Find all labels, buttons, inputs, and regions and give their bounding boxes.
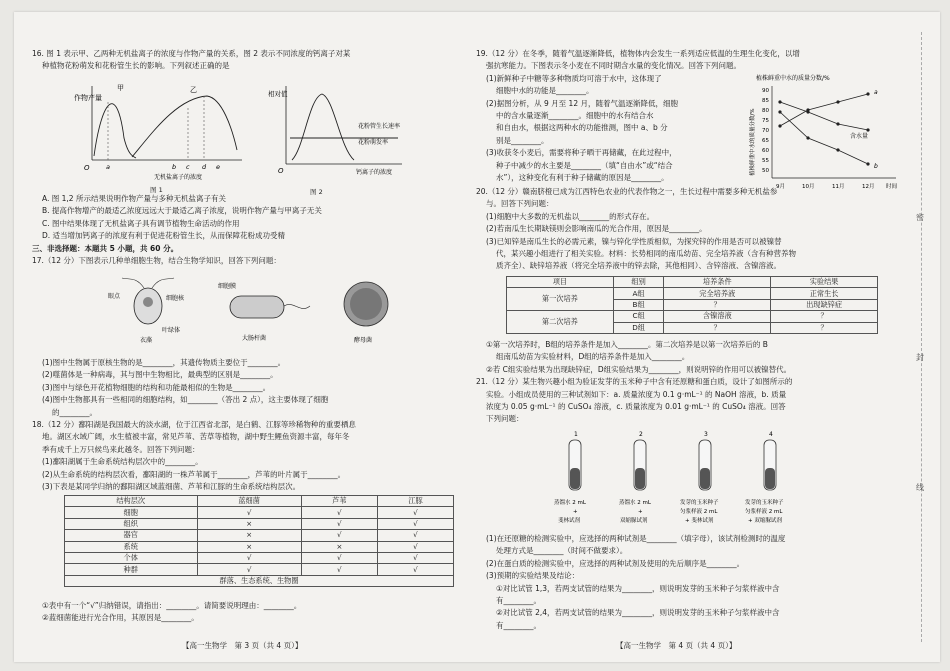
y-ticks (762, 88, 769, 174)
table-header-row: 结构层次 蓝细菌 芦苇 江豚 (65, 496, 454, 507)
svg-text:12月: 12月 (862, 184, 875, 190)
svg-text:匀浆样液 2 mL: 匀浆样液 2 mL (745, 509, 783, 515)
svg-text:钙离子的浓度: 钙离子的浓度 (356, 169, 393, 176)
series-a (780, 94, 868, 126)
curve-growth-rate (292, 94, 354, 160)
option-b: B. 提高作物增产的最适乙浓度远远大于最适乙离子浓度，说明作物产量与甲离子无关 (42, 206, 322, 216)
water-content-chart (746, 72, 906, 196)
q17-stem: 17.（12 分）下图表示几种单细胞生物，结合生物学知识，回答下列问题： (32, 256, 281, 266)
page-3-footer: 【高一生物学 第 3 页（共 4 页）】 (182, 641, 303, 650)
svg-text:斐林试剂: 斐林试剂 (558, 518, 581, 524)
svg-text:酵母菌: 酵母菌 (354, 337, 373, 344)
fig2-caption: 图 2 (310, 188, 323, 196)
table-row: 细胞 √ √ √ (65, 507, 454, 518)
q17-subquestions: (1)图中生物属于原核生物的是________，其遗传物质主要位于________。 (2)噬菌体是一种病毒，其与图中生物相比，最典型的区别是________。 (3)图中与绿色开花植物细胞的结构和功能最相似的生物是________。 (4)图中生物都具有一些相同的细胞结构，如________（答出 2 点），这主要体现了细胞 的________。 18.（12 分）鄱阳湖是我国最大的淡水湖，位于江西省北部，是白鹤、江豚等珍稀物种的重要栖息 地。湖区水域广阔，水生植被丰富，常见芦苇、苦草等植物，湖中野生鲤鱼资源丰富，每年冬 季有成千上万只候鸟来此越冬。回答下列问题： (1)鄱阳湖属于生命系统结构层次中的________。 (2)从生命系统的结构层次看，鄱阳湖的一株芦苇属于________，芦苇的叶片属于________。 (3)下表是某同学归纳的鄱阳湖区域蓝细菌、芦苇和江豚的生命系统结构层次。 (32, 357, 472, 493)
q21-subquestions: (1)在还原糖的检测实验中，应选择的两种试剂是________（填字母），该试剂检测时的温度 处理方式是________（时间不做要求）。 (2)在蛋白质的检测实验中，应选择的两种试剂及使用的先后顺序是________。 (3)预期的实验结果及结论： ①对比试管 1,3，若两支试管的结果为________，则说明发芽的玉米种子匀浆样液中含 有________。 ②对比试管 2,4，若两支试管的结果为________，则说明发芽的玉米种子匀浆样液中含 有________。 (486, 534, 786, 630)
table-row: 第一次培养 A组 完全培养液 正常生长 (507, 288, 878, 299)
svg-text:4: 4 (769, 431, 773, 438)
svg-text:发芽的玉米种子: 发芽的玉米种子 (680, 500, 719, 506)
tube-2 (619, 431, 652, 524)
q20-subquestions: ①第一次培养时，B组的培养条件是加入________。第二次培养是以第一次培养后的 B 组南瓜幼苗为实验材料，D组的培养条件是加入________。 ②若 C组实验结果为出现缺锌症，D组实验结果为________，则说明锌的作用可以被镍替代。 21.（12 分）某生物兴趣小组为验证发芽的玉米种子中含有还原糖和蛋白质，设计了如图所示的 实验。小组成员使用的三种试剂如下：a. 质量浓度为 0.1 g·mL⁻¹ 的 NaOH 溶液，b. 质量 浓度为 0.05 g·mL⁻¹ 的 CuSO₄ 溶液，c. 质量浓度为 0.01 g·mL⁻¹ 的 CuSO₄ 溶液。回答 下列问题： (476, 339, 906, 426)
svg-text:11月: 11月 (832, 184, 845, 190)
svg-text:叶绿体: 叶绿体 (162, 327, 181, 334)
svg-text:蒸馏水 2 mL: 蒸馏水 2 mL (619, 500, 651, 506)
option-d: D. 适当增加钙离子的浓度有利于促进花粉管生长，从而保障花粉成功受精 (42, 231, 286, 241)
svg-text:乙: 乙 (190, 86, 197, 94)
svg-text:+: + (638, 509, 643, 515)
question-19: 19.（12 分）在冬季，随着气温逐渐降低，植物体内会发生一系列适应低温的生理生化变化，以增 强抗寒能力。下图表示冬小麦在不同时期含水量的变化情况。回答下列问题。 (1)新鲜种子中糖等多种物质均可溶于水中，这体现了 细胞中水的功能是________。 (2)据图分析，从 9 月至 12 月，随着气温逐渐降低，细胞 中的含水量逐渐________。细胞中的水有结合水 和自由水，根据这两种水的功能推测，图中 a、b 分 别是________。 (3)收获冬小麦后，需要将种子晒干再储藏，在此过程中， 种子中减少的水主要是________（填“自由水”或“结合 水”），这种变化有利于种子储藏的原因是________。 (476, 49, 800, 183)
margin-char-feng: 封 (916, 353, 924, 362)
table-row: 系统 × × √ (65, 541, 454, 552)
table-row: 个体 √ √ √ (65, 552, 454, 563)
svg-text:含水量: 含水量 (850, 133, 869, 140)
q16-options (32, 193, 472, 267)
svg-text:衣藻: 衣藻 (140, 337, 153, 344)
svg-text:d: d (202, 163, 207, 171)
svg-text:10月: 10月 (802, 184, 815, 190)
chlamydomonas-illustration (108, 276, 198, 348)
svg-text:蒸馏水 2 mL: 蒸馏水 2 mL (554, 500, 586, 506)
svg-text:O: O (84, 164, 90, 172)
svg-text:a: a (874, 89, 878, 96)
table-row: B组 ？ 出现缺锌症 (507, 299, 878, 310)
fig1-caption: 图 1 (150, 186, 163, 194)
svg-text:无机盐离子的浓度: 无机盐离子的浓度 (154, 174, 203, 181)
svg-text:a: a (106, 163, 110, 171)
e-coli-illustration (212, 276, 312, 348)
table-row: 组织 × √ √ (65, 518, 454, 529)
svg-text:植株鲜重中水的质量分数/%: 植株鲜重中水的质量分数/% (750, 108, 756, 176)
svg-text:+: + (573, 509, 578, 515)
svg-text:眼点: 眼点 (108, 293, 121, 300)
svg-text:65: 65 (762, 138, 769, 144)
margin-char-xian: 线 (916, 483, 924, 492)
tube-1 (554, 431, 587, 524)
table-header-row: 项目 组别 培养条件 实验结果 (507, 277, 878, 288)
table-row: 种群 √ √ √ (65, 564, 454, 575)
svg-text:55: 55 (762, 158, 769, 164)
series-total-water (780, 102, 868, 130)
svg-text:c: c (186, 163, 190, 171)
margin-char-mi: 密 (916, 213, 924, 222)
binding-line (921, 32, 922, 642)
page-4-footer: 【高一生物学 第 4 页（共 4 页）】 (616, 641, 737, 650)
tube-3 (680, 431, 719, 524)
svg-text:50: 50 (762, 168, 769, 174)
svg-text:植株鲜重中水的质量分数/%: 植株鲜重中水的质量分数/% (756, 75, 830, 82)
question-16: 16. 图 1 表示甲、乙两种无机盐离子的浓度与作物产量的关系，图 2 表示不同浓度的钙离子对某 种植物花粉萌发和花粉管生长的影响。下列叙述正确的是 (32, 48, 472, 73)
q20-table (506, 276, 878, 334)
svg-text:2: 2 (639, 431, 643, 438)
svg-text:3: 3 (704, 431, 708, 438)
svg-text:时间: 时间 (886, 184, 898, 190)
svg-text:+ 斐林试剂: + 斐林试剂 (685, 518, 714, 524)
svg-text:e: e (216, 163, 220, 171)
fig1-ylabel: 作物产量 (74, 94, 102, 102)
svg-text:双缩脲试剂: 双缩脲试剂 (620, 518, 648, 524)
tube-4 (745, 431, 784, 524)
svg-text:花粉萌发率: 花粉萌发率 (358, 139, 389, 146)
svg-text:匀浆样液 2 mL: 匀浆样液 2 mL (680, 509, 718, 515)
svg-text:细胞膜: 细胞膜 (218, 283, 237, 290)
option-a: A. 图 1,2 所示结果说明作物产量与多种无机盐离子有关 (42, 194, 226, 203)
svg-text:O: O (278, 167, 284, 175)
svg-text:90: 90 (762, 88, 769, 94)
svg-text:75: 75 (762, 118, 769, 124)
section-3-heading: 三、非选择题：本题共 5 小题，共 60 分。 (32, 243, 179, 253)
table-row: 第二次培养 C组 含镍溶液 ？ (507, 311, 878, 322)
q16-figure-2 (264, 78, 414, 184)
svg-text:花粉管生长速率: 花粉管生长速率 (358, 123, 401, 130)
option-c: C. 图中结果体现了无机盐离子具有调节植物生命活动的作用 (42, 218, 240, 228)
svg-text:1: 1 (574, 431, 578, 438)
svg-text:9月: 9月 (776, 184, 785, 190)
question-20: 20.（12 分）赣南脐橙已成为江西特色农业的代表作物之一，生长过程中需要多种无机盐参 与。回答下列问题： (1)细胞中大多数的无机盐以________的形式存在。 (2)若南瓜生长期缺镁则会影响南瓜的光合作用，原因是________。 (3)已知锌是南瓜生长的必需元素，镍与锌化学性质相似，为探究锌的作用是否可以被镍替 代，某兴趣小组进行了相关实验。材料：长势相同的南瓜幼苗、完全培养液（含有种营养物 质齐全）、缺锌培养液（将完全培养液中的锌去除，其他相同）、含锌溶液、含镍溶液。 (476, 187, 796, 271)
svg-text:b: b (874, 163, 878, 170)
q16-stem: 16. 图 1 表示甲、乙两种无机盐离子的浓度与作物产量的关系，图 2 表示不同浓度的钙离子对某 (32, 49, 351, 58)
q16-figure-1 (72, 78, 252, 182)
svg-text:60: 60 (762, 148, 769, 154)
svg-text:相对值: 相对值 (268, 90, 288, 98)
table-footer-row: 群落、生态系统、生物圈 (65, 575, 454, 586)
q18-stem: 18.（12 分）鄱阳湖是我国最大的淡水湖，位于江西省北部，是白鹤、江豚等珍稀物种的重要栖息 (32, 420, 356, 430)
svg-text:b: b (172, 163, 177, 171)
table-row: 器官 × √ √ (65, 530, 454, 541)
curve-jia (94, 104, 136, 158)
exam-sheet (14, 12, 940, 662)
svg-text:85: 85 (762, 98, 769, 104)
svg-text:甲: 甲 (117, 84, 124, 92)
svg-text:80: 80 (762, 108, 769, 114)
test-tubes-figure (540, 428, 810, 536)
svg-text:发芽的玉米种子: 发芽的玉米种子 (745, 500, 784, 506)
q18-table-questions: ①表中有一个“√”归纳错误，请指出：________。请简要说明理由：________。 ②蓝细菌能进行光合作用，其原因是________。 (42, 601, 302, 623)
svg-text:70: 70 (762, 128, 769, 134)
yeast-illustration (332, 276, 402, 348)
table-row: D组 ？ ？ (507, 322, 878, 333)
svg-text:细胞核: 细胞核 (166, 295, 185, 302)
svg-text:+ 双缩脲试剂: + 双缩脲试剂 (748, 518, 782, 524)
curve-yi (132, 96, 237, 157)
q18-table (64, 495, 454, 587)
q21-stem: 21.（12 分）某生物兴趣小组为验证发芽的玉米种子中含有还原糖和蛋白质，设计了如图所示的 (476, 377, 793, 387)
svg-text:大肠杆菌: 大肠杆菌 (242, 335, 267, 342)
